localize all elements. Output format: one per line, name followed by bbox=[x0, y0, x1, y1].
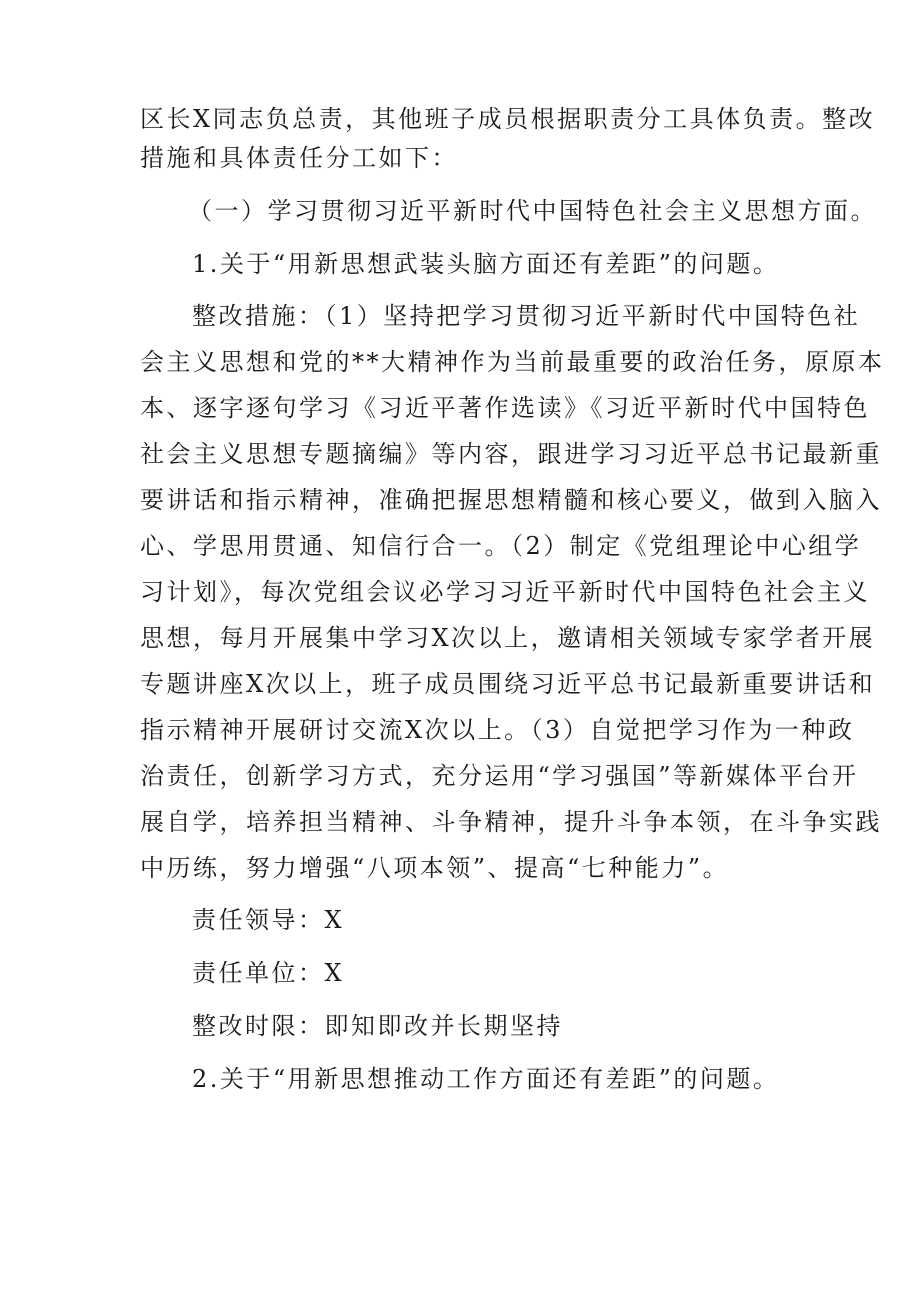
measures-line-13: 中历练，努力增强“八项本领”、提高“七种能力”。 bbox=[140, 854, 730, 882]
measures-line-1: 整改措施：（1）坚持把学习贯彻习近平新时代中国特色社 bbox=[192, 302, 861, 330]
intro-line-1: 区长X同志负总责，其他班子成员根据职责分工具体负责。整改 bbox=[140, 105, 876, 133]
responsible-unit: 责任单位：X bbox=[192, 959, 345, 987]
measures-line-10: 指示精神开展研讨交流X次以上。（3）自觉把学习作为一种政 bbox=[140, 716, 855, 744]
item2-title: 2.关于“用新思想推动工作方面还有差距”的问题。 bbox=[192, 1065, 780, 1093]
section-heading: （一）学习贯彻习近平新时代中国特色社会主义思想方面。 bbox=[188, 197, 877, 225]
rectification-deadline: 整改时限：即知即改并长期坚持 bbox=[192, 1012, 563, 1040]
measures-line-2: 会主义思想和党的**大精神作为当前最重要的政治任务，原原本 bbox=[140, 348, 885, 376]
measures-line-4: 社会主义思想专题摘编》等内容，跟进学习习近平总书记最新重 bbox=[140, 440, 882, 468]
measures-line-6: 心、学思用贯通、知信行合一。（2）制定《党组理论中心组学 bbox=[140, 532, 862, 560]
measures-line-5: 要讲话和指示精神，准确把握思想精髓和核心要义，做到入脑入 bbox=[140, 486, 882, 514]
measures-line-9: 专题讲座X次以上，班子成员围绕习近平总书记最新重要讲话和 bbox=[140, 670, 876, 698]
item1-title: 1.关于“用新思想武装头脑方面还有差距”的问题。 bbox=[192, 250, 780, 278]
intro-line-2: 措施和具体责任分工如下： bbox=[140, 144, 458, 172]
measures-line-7: 习计划》，每次党组会议必学习习近平新时代中国特色社会主义 bbox=[140, 578, 870, 606]
measures-line-12: 展自学，培养担当精神、斗争精神，提升斗争本领，在斗争实践 bbox=[140, 808, 882, 836]
measures-line-11: 治责任，创新学习方式，充分运用“学习强国”等新媒体平台开 bbox=[140, 762, 859, 790]
measures-line-3: 本、逐字逐句学习《习近平著作选读》《习近平新时代中国特色 bbox=[140, 394, 870, 422]
measures-line-8: 思想，每月开展集中学习X次以上，邀请相关领域专家学者开展 bbox=[140, 624, 876, 652]
responsible-leader: 责任领导：X bbox=[192, 906, 345, 934]
measures-paragraph bbox=[140, 301, 885, 883]
